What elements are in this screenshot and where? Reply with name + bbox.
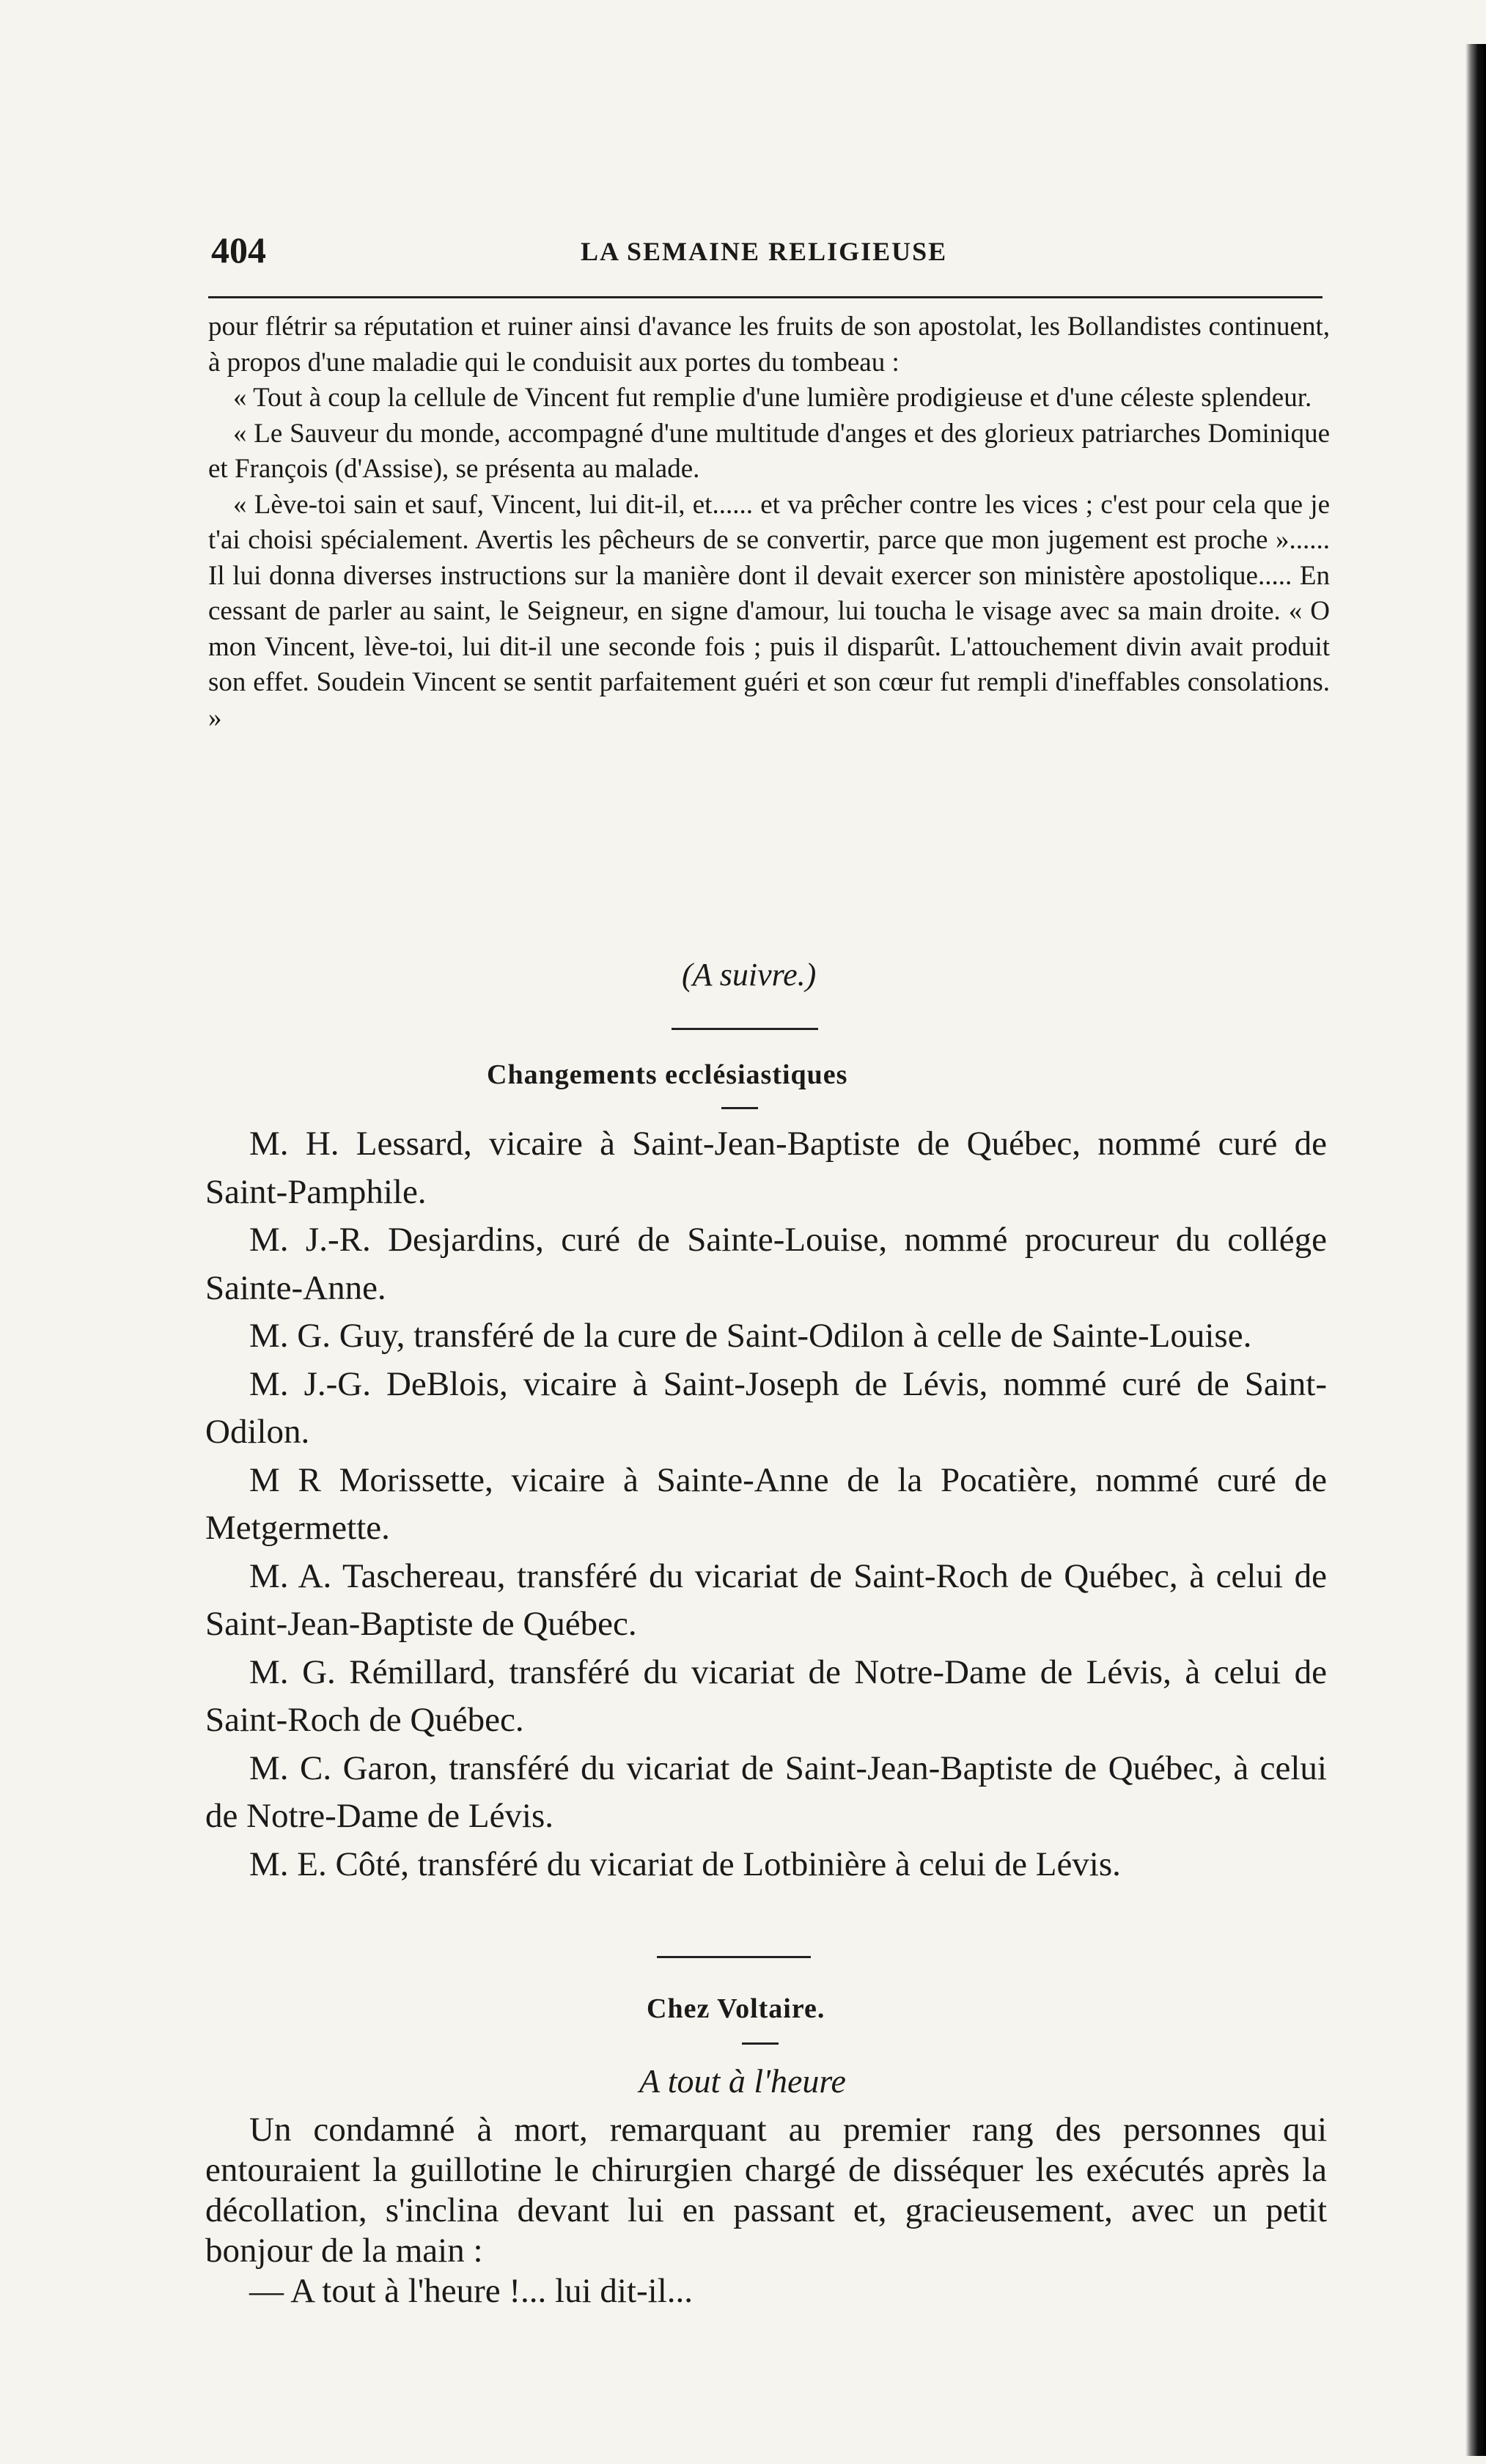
scan-edge-shadow <box>1465 44 1486 2456</box>
list-item: M. J.-R. Desjardins, curé de Sainte-Louise, nommé procureur du collége Sainte-Anne. <box>205 1221 1327 1307</box>
voltaire-heading: Chez Voltaire. <box>647 1993 825 2024</box>
intro-paragraph: « Lève-toi sain et sauf, Vincent, lui dit-il, et...... et va prêcher contre les vices ; c'est pour cela que je t'ai choisi spécialement. Avertis les pêcheurs de se convertir, parce que mon jugement est proche »...... Il lui donna diverses instructions sur la manière dont il devait exercer son ministère apostolique..... En cessant de parler au saint, le Seigneur, en signe d'amour, lui toucha le visage avec sa main droite. « O mon Vincent, lève-toi, lui dit-il une seconde fois ; puis il disparût. L'attouchement divin avait produit son effet. Soudein Vincent se sentit parfaitement guéri et son cœur fut rempli d'ineffables consolations. » <box>208 489 1330 733</box>
intro-text <box>208 309 1330 736</box>
intro-paragraph: pour flétrir sa réputation et ruiner ainsi d'avance les fruits de son apostolat, les Bollandistes continuent, à propos d'une maladie qui le conduisit aux portes du tombeau : <box>208 312 1330 378</box>
changements-list <box>205 1120 1327 1889</box>
list-item: M. G. Rémillard, transféré du vicariat de Notre-Dame de Lévis, à celui de Saint-Roch de Québec. <box>205 1652 1327 1739</box>
voltaire-subtitle: A tout à l'heure <box>639 2062 846 2100</box>
header-rule <box>208 296 1323 298</box>
list-item: M. E. Côté, transféré du vicariat de Lotbinière à celui de Lévis. <box>249 1845 1121 1883</box>
a-suivre: (A suivre.) <box>682 957 817 993</box>
heading-dash <box>742 2042 779 2045</box>
anecdote-paragraph: — A tout à l'heure !... lui dit-il... <box>249 2272 694 2310</box>
heading-dash <box>721 1107 758 1109</box>
intro-paragraph: « Le Sauveur du monde, accompagné d'une multitude d'anges et des glorieux patriarches Dominique et François (d'Assise), se présenta au malade. <box>208 418 1330 484</box>
running-title: LA SEMAINE RELIGIEUSE <box>581 237 948 266</box>
intro-paragraph: « Tout à coup la cellule de Vincent fut remplie d'une lumière prodigieuse et d'une céleste splendeur. <box>233 383 1312 413</box>
page-number: 404 <box>211 229 266 271</box>
section-divider <box>657 1956 811 1958</box>
list-item: M. C. Garon, transféré du vicariat de Saint-Jean-Baptiste de Québec, à celui de Notre-Dame de Lévis. <box>205 1748 1327 1835</box>
list-item: M. J.-G. DeBlois, vicaire à Saint-Joseph de Lévis, nommé curé de Saint-Odilon. <box>205 1364 1327 1451</box>
anecdote-paragraph: Un condamné à mort, remarquant au premier rang des personnes qui entouraient la guillotine le chirurgien chargé de disséquer les exécutés après la décollation, s'inclina devant lui en passant et, gracieusement, avec un petit bonjour de la main : <box>205 2111 1327 2270</box>
page-header <box>207 229 1353 273</box>
changements-heading: Changements ecclésiastiques <box>487 1059 848 1090</box>
list-item: M R Morissette, vicaire à Sainte-Anne de la Pocatière, nommé curé de Metgermette. <box>205 1460 1327 1547</box>
list-item: M. A. Taschereau, transféré du vicariat de Saint-Roch de Québec, à celui de Saint-Jean-Baptiste de Québec. <box>205 1556 1327 1643</box>
voltaire-anecdote <box>205 2110 1327 2312</box>
list-item: M. G. Guy, transféré de la cure de Saint-Odilon à celle de Sainte-Louise. <box>249 1317 1252 1355</box>
list-item: M. H. Lessard, vicaire à Saint-Jean-Baptiste de Québec, nommé curé de Saint-Pamphile. <box>205 1125 1327 1211</box>
section-divider <box>672 1028 818 1030</box>
